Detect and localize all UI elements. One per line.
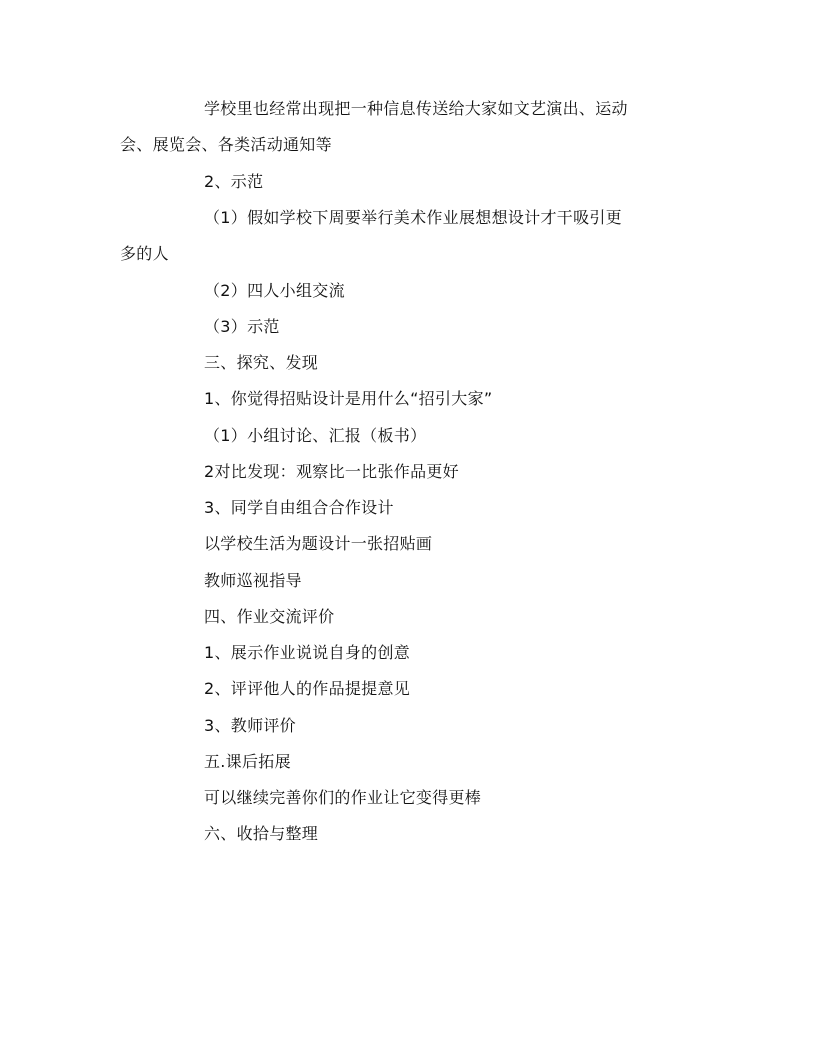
paragraph-line: 学校里也经常出现把一种信息传送给大家如文艺演出、运动 [204,99,628,118]
list-sub-item: （1）小组讨论、汇报（板书） [204,426,427,445]
list-item: 3、教师评价 [204,716,296,735]
list-item: 1、展示作业说说自身的创意 [204,643,411,662]
section-heading: 四、作业交流评价 [204,607,335,626]
demo-item: （2）四人小组交流 [204,281,345,300]
list-item-text: 以学校生活为题设计一张招贴画 [204,534,433,553]
demo-item: （3）示范 [204,317,280,336]
list-item: 3、同学自由组合合作设计 [204,498,394,517]
list-item: 2对比发现：观察比一比张作品更好 [204,462,459,481]
section-heading: 三、探究、发现 [204,353,319,372]
demo-item: （1）假如学校下周要举行美术作业展想想设计才干吸引更 [204,208,622,227]
paragraph-line: 可以继续完善你们的作业让它变得更棒 [204,788,482,807]
demo-item-continuation: 多的人 [120,244,169,263]
list-item: 1、你觉得招贴设计是用什么“招引大家” [204,389,493,408]
paragraph-line: 会、展览会、各类活动通知等 [120,135,332,154]
list-item-text: 教师巡视指导 [204,571,302,590]
section-heading: 五.课后拓展 [204,752,291,771]
demo-heading: 2、示范 [204,172,264,191]
section-heading: 六、收拾与整理 [204,824,319,843]
list-item: 2、评评他人的作品提提意见 [204,679,411,698]
